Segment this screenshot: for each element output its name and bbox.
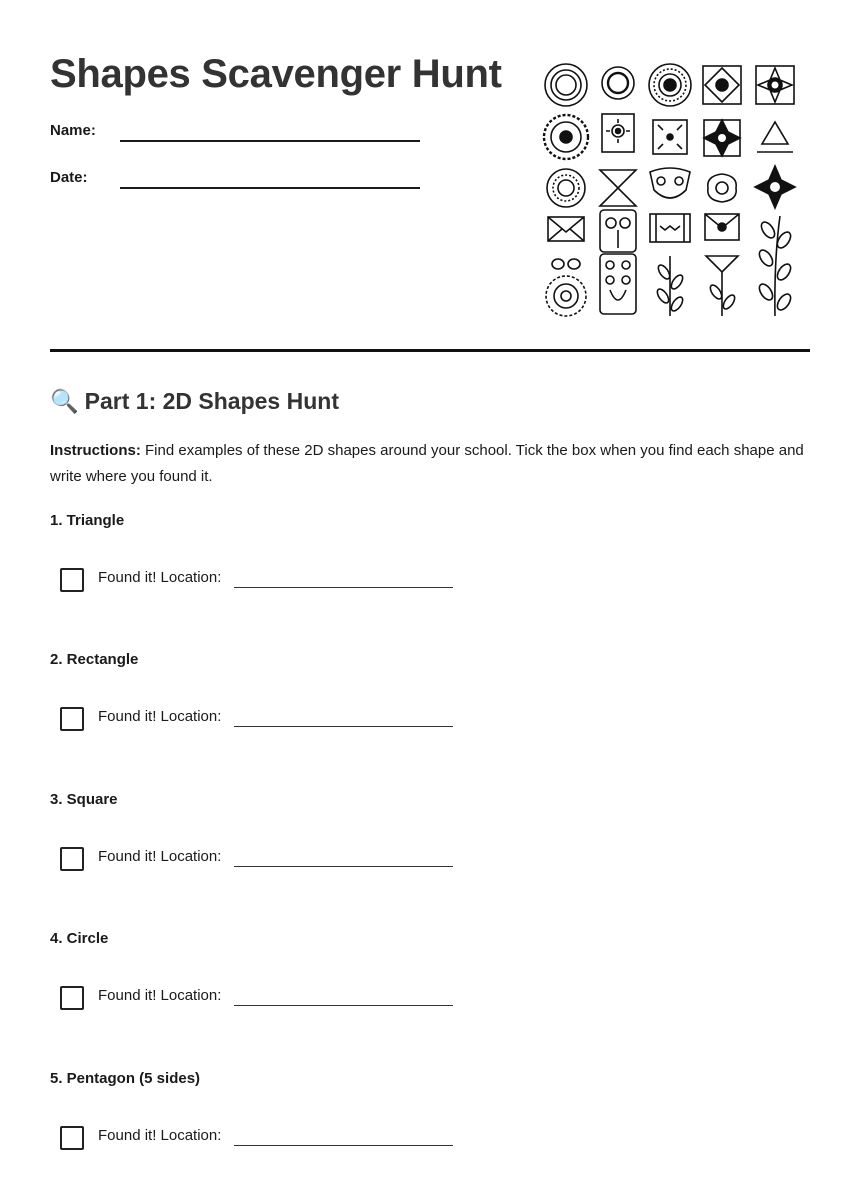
shape-item-title: 1. Triangle bbox=[50, 512, 125, 529]
found-checkbox[interactable] bbox=[60, 707, 84, 731]
shape-item-rectangle bbox=[50, 651, 810, 761]
leaf-sprig-icon bbox=[655, 256, 685, 316]
black-star-icon bbox=[755, 166, 795, 208]
found-label: Found it! Location: bbox=[98, 569, 222, 586]
magnifying-glass-icon: 🔍 bbox=[50, 388, 79, 414]
location-input-line[interactable] bbox=[234, 866, 453, 867]
shape-item-title: 3. Square bbox=[50, 791, 118, 808]
triangle-sprig-icon bbox=[706, 256, 738, 316]
shape-item-pentagon bbox=[50, 1070, 810, 1180]
shape-item-title: 5. Pentagon (5 sides) bbox=[50, 1070, 201, 1087]
date-label: Date: bbox=[50, 169, 88, 186]
location-input-line[interactable] bbox=[234, 1005, 453, 1006]
shape-item-circle bbox=[50, 930, 810, 1040]
envelope-icon bbox=[548, 217, 584, 241]
found-checkbox[interactable] bbox=[60, 847, 84, 871]
shape-item-title: 4. Circle bbox=[50, 930, 109, 947]
location-input-line[interactable] bbox=[234, 587, 453, 588]
found-checkbox[interactable] bbox=[60, 1126, 84, 1150]
dotted-circle-icon bbox=[547, 169, 585, 207]
found-label: Found it! Location: bbox=[98, 1127, 222, 1144]
tiki-face-icon bbox=[650, 168, 690, 198]
maori-pattern-grid-icon bbox=[540, 60, 800, 320]
found-checkbox[interactable] bbox=[60, 986, 84, 1010]
shape-item-triangle bbox=[50, 512, 810, 622]
location-input-line[interactable] bbox=[234, 1145, 453, 1146]
framed-dot-icon bbox=[653, 120, 687, 154]
header-divider bbox=[50, 349, 810, 352]
eyes-circle-icon bbox=[546, 259, 586, 316]
radial-circle-icon bbox=[649, 64, 691, 106]
framed-star-icon bbox=[756, 66, 794, 104]
name-label: Name: bbox=[50, 122, 96, 139]
date-field bbox=[50, 169, 470, 197]
instructions bbox=[50, 438, 812, 490]
framed-diamond-icon bbox=[703, 66, 741, 104]
shape-item-square bbox=[50, 791, 810, 901]
owl-icon bbox=[600, 210, 636, 252]
framed-burst-icon bbox=[602, 114, 634, 152]
part-1-heading-text: Part 1: 2D Shapes Hunt bbox=[84, 388, 339, 414]
sun-circle-icon bbox=[544, 115, 588, 159]
date-input-line[interactable] bbox=[120, 187, 420, 189]
fern-stem-icon bbox=[757, 216, 794, 316]
shape-item-title: 2. Rectangle bbox=[50, 651, 139, 668]
location-input-line[interactable] bbox=[234, 726, 453, 727]
name-field bbox=[50, 122, 470, 150]
ring-icon bbox=[602, 67, 634, 99]
name-input-line[interactable] bbox=[120, 140, 420, 142]
part-1-heading bbox=[50, 388, 339, 415]
framed-star-dark-icon bbox=[704, 120, 740, 156]
found-label: Found it! Location: bbox=[98, 708, 222, 725]
found-label: Found it! Location: bbox=[98, 987, 222, 1004]
envelope-dot-icon bbox=[705, 214, 739, 240]
carved-panel-icon bbox=[600, 254, 636, 314]
instructions-text: Find examples of these 2D shapes around your school. Tick the box when you find each shape and write where you found it. bbox=[50, 442, 804, 485]
found-checkbox[interactable] bbox=[60, 568, 84, 592]
concentric-circle-icon bbox=[545, 64, 587, 106]
triangle-icon bbox=[757, 122, 793, 152]
found-label: Found it! Location: bbox=[98, 848, 222, 865]
page-title: Shapes Scavenger Hunt bbox=[50, 52, 502, 96]
hourglass-icon bbox=[600, 170, 636, 206]
carved-knot-icon bbox=[708, 174, 736, 202]
instructions-label: Instructions: bbox=[50, 442, 141, 459]
framed-wave-icon bbox=[650, 214, 690, 242]
